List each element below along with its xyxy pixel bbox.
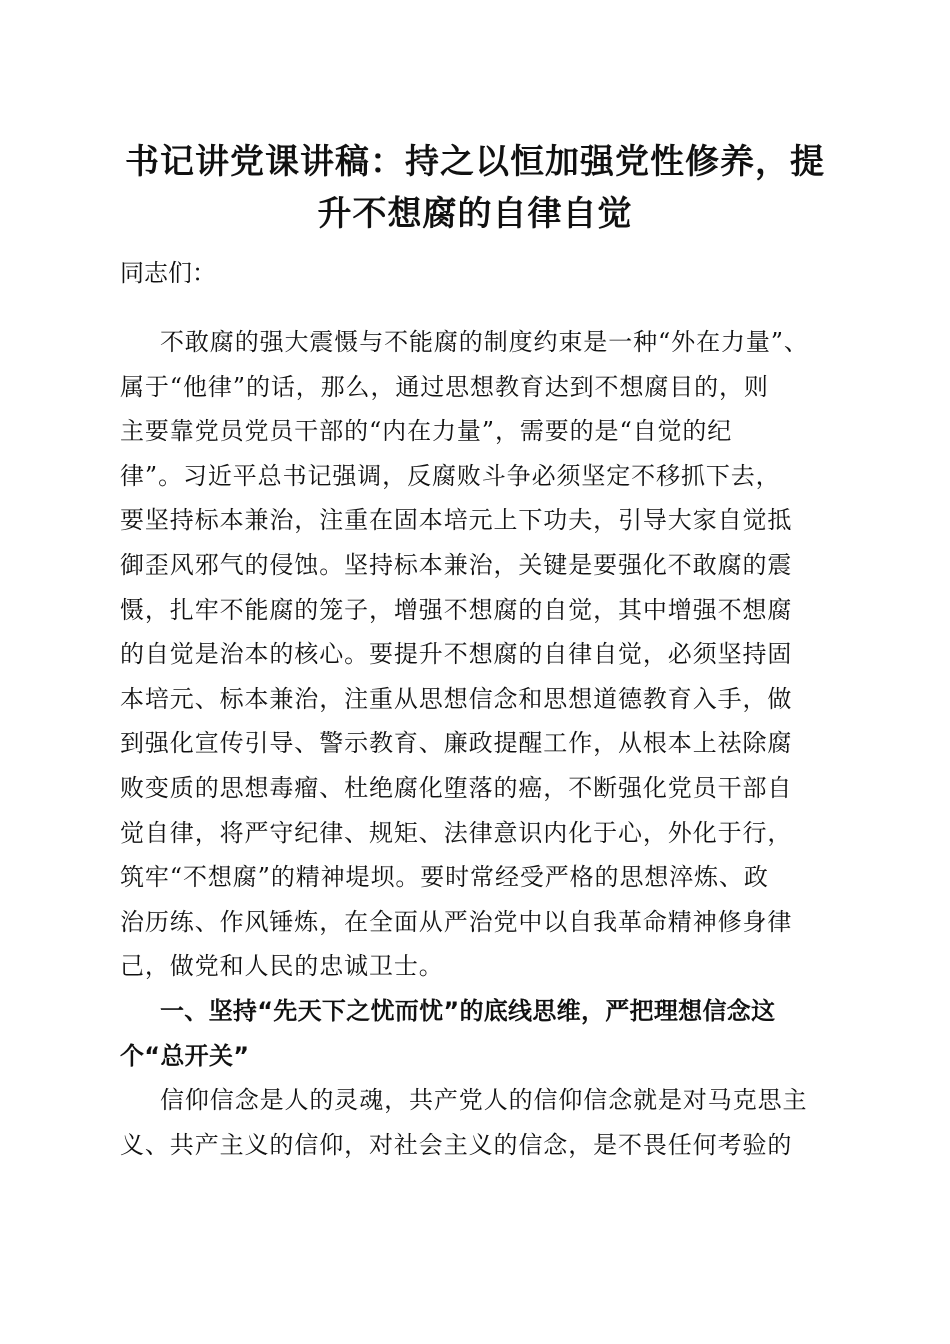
heading-line: 个“总开关”	[120, 1041, 250, 1070]
paragraph-1	[120, 320, 830, 989]
text-line: 己，做党和人民的忠诚卫士。	[120, 952, 444, 981]
text-line: 不敢腐的强大震慑与不能腐的制度约束是一种“外在力量”、	[160, 328, 809, 356]
text-line: 治历练、作风锤炼，在全面从严治党中以自我革命精神修身律	[120, 907, 793, 936]
text-line: 御歪风邪气的侵蚀。坚持标本兼治，关键是要强化不敢腐的震	[120, 550, 793, 579]
text-line: 律”。习近平总书记强调，反腐败斗争必须坚定不移抓下去，	[120, 461, 781, 490]
text-line: 到强化宣传引导、警示教育、廉政提醒工作，从根本上祛除腐	[120, 729, 793, 758]
text-line: 本培元、标本兼治，注重从思想信念和思想道德教育入手，做	[120, 684, 793, 713]
title-line: 书记讲党课讲稿：持之以恒加强党性修养，提	[125, 142, 825, 182]
text-line: 信仰信念是人的灵魂，共产党人的信仰信念就是对马克思主	[160, 1086, 808, 1115]
text-line: 慑，扎牢不能腐的笼子，增强不想腐的自觉，其中增强不想腐	[120, 595, 793, 624]
text-line: 筑牢“不想腐”的精神堤坝。要时常经受严格的思想淬炼、政	[120, 863, 769, 892]
text-line: 要坚持标本兼治，注重在固本培元上下功夫，引导大家自觉抵	[120, 506, 793, 535]
section-heading-1	[120, 989, 830, 1078]
title-line: 升不想腐的自律自觉	[317, 194, 633, 234]
text-line: 觉自律，将严守纪律、规矩、法律意识内化于心，外化于行，	[120, 818, 793, 847]
document-body	[120, 320, 830, 1167]
text-line: 的自觉是治本的核心。要提升不想腐的自律自觉，必须坚持固	[120, 640, 793, 669]
heading-line: 一、坚持“先天下之忧而忧”的底线思维，严把理想信念这	[160, 996, 776, 1025]
paragraph-2	[120, 1078, 830, 1167]
text-line: 义、共产主义的信仰，对社会主义的信念，是不畏任何考验的	[120, 1130, 793, 1159]
greeting: 同志们：	[120, 259, 216, 287]
text-line: 主要靠党员党员干部的“内在力量”，需要的是“自觉的纪	[120, 417, 733, 446]
text-line: 败变质的思想毒瘤、杜绝腐化堕落的癌，不断强化党员干部自	[120, 773, 793, 802]
text-line: 属于“他律”的话，那么，通过思想教育达到不想腐目的，则	[120, 372, 769, 401]
document-title	[110, 136, 840, 240]
